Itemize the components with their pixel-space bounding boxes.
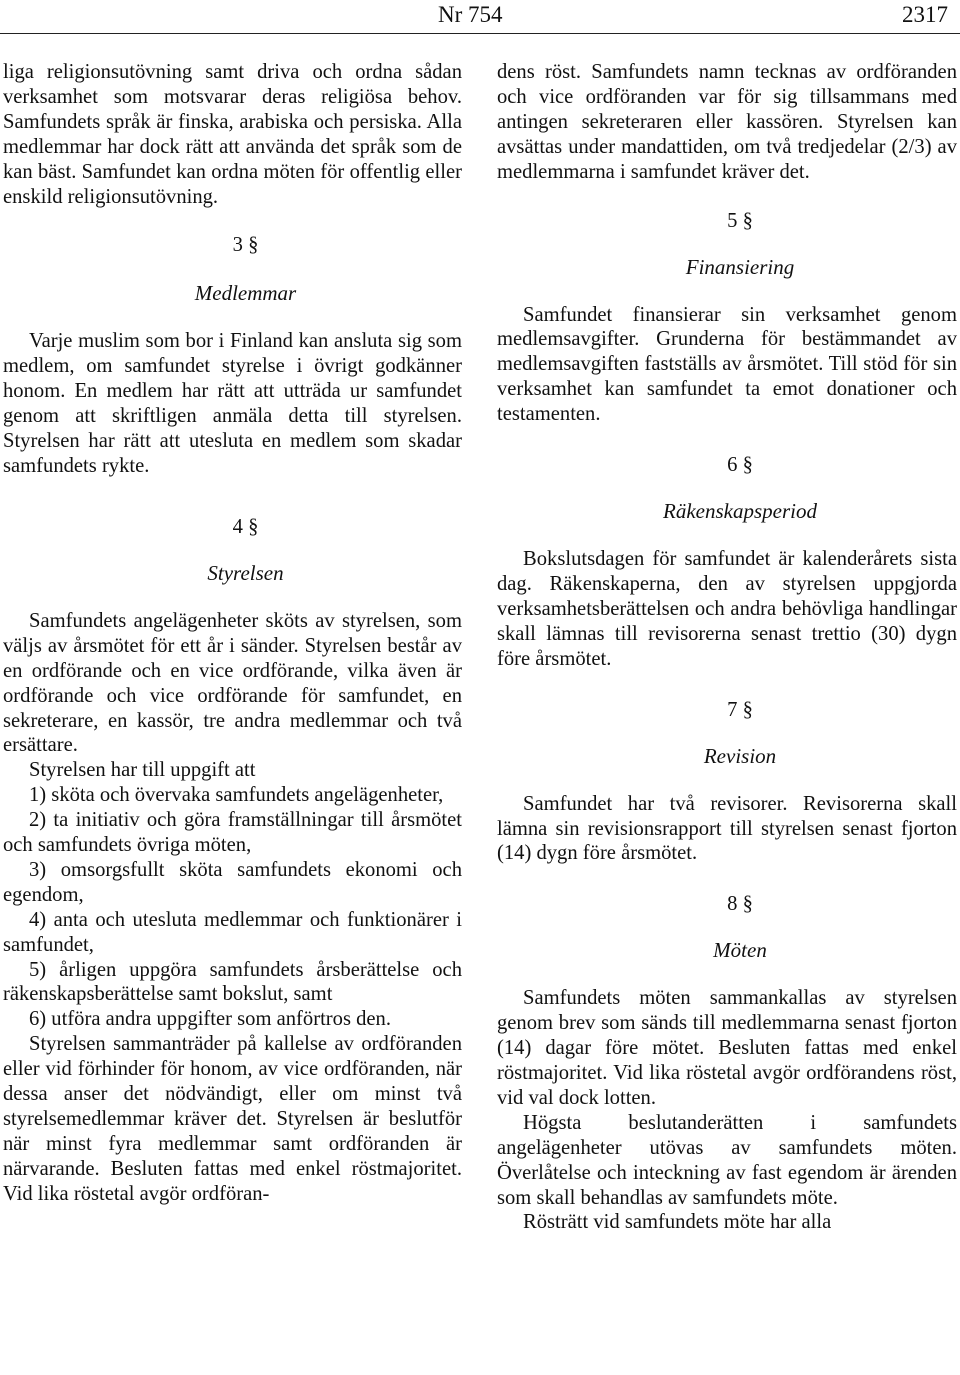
section-7-title: Revision <box>703 743 777 768</box>
paragraph-continuation: liga religionsutövning samt driva och ordna sådan verksamhet som motsvarar deras religiösa behov. Samfundets språk är finska, arabiska och persiska. Alla medlemmar har dock rätt att använda det språk som de kan bäst. Samfundet kan ordna möten för offentlig eller enskild religionsutövning. <box>3 61 462 208</box>
section-4-paragraph: Samfundets angelägenheter sköts av styrelsen, som väljs av årsmötet för ett år i sänder. Styrelsen består av en ordförande och en vice ordförande, vilka även är ordförande och vice ordförande för samfundet, en sekreterare, en kassör, tre andra medlemmar och två ersättare. <box>3 609 462 757</box>
section-4-meetings-paragraph: Styrelsen sammanträder på kallelse av ordföranden eller vid förhinder för honom, av vice ordföranden, när dessa anser det nödvändigt, eller om minst två styrelsemedlemmar kräver det. Styrelsen är beslutför när minst fyra medlemmar samt ordföranden är närvarande. Besluten fattas med enkel röstmajoritet. Vid lika röstetal avgör ordföran- <box>3 1033 462 1205</box>
section-8-number: 8 § <box>727 893 753 916</box>
section-5-title: Finansiering <box>685 254 795 279</box>
right-column <box>497 60 957 1235</box>
section-6-number: 6 § <box>727 454 753 477</box>
section-8-title: Möten <box>713 938 767 963</box>
section-3-number: 3 § <box>232 234 259 257</box>
section-7-paragraph: Samfundet har två revisorer. Revisorerna skall lämna sin revisionsrapport till styrelsen senast fjorton (14) dygn före årsmötet. <box>497 792 957 865</box>
section-8-paragraph: Rösträtt vid samfundets möte har alla <box>523 1211 832 1234</box>
section-8-paragraph: Högsta beslutanderätten i samfundets angelägenheter utövas av samfundets möten. Överlåtelse och inteckning av fast egendom är ärenden som skall behandlas av samfundets möte. <box>497 1111 957 1209</box>
section-4-number: 4 § <box>232 515 259 538</box>
section-4-task-item: 1) sköta och övervaka samfundets angelägenheter, <box>29 784 444 807</box>
section-7-number: 7 § <box>727 698 753 721</box>
section-3-title: Medlemmar <box>194 281 297 306</box>
section-4-tasks-intro: Styrelsen har till uppgift att <box>29 759 256 782</box>
section-3-paragraph: Varje muslim som bor i Finland kan ansluta sig som medlem, om samfundet styrelse i övrigt godkänner honom. En medlem har rätt att utträda ur samfundet genom att skriftligen anmäla detta till styrelsen. Styrelsen har rätt att utesluta en medlem som skadar samfundets rykte. <box>3 330 462 477</box>
page-number: 2317 <box>902 2 948 27</box>
section-4-task-item: 5) årligen uppgöra samfundets årsberättelse och räkenskapsberättelse samt bokslut, samt <box>3 958 462 1006</box>
paragraph-continuation: dens röst. Samfundets namn tecknas av ordföranden och vice ordföranden var för sig tillsammans med antingen sekreteraren eller kassören. Styrelsen kan avsättas under mandattiden, om två tredjedelar (2/3) av medlemmarna i samfundet kräver det. <box>497 61 957 183</box>
section-5-number: 5 § <box>727 209 753 232</box>
section-4-task-item: 6) utföra andra uppgifter som anförtros den. <box>29 1008 391 1031</box>
section-6-title: Räkenskapsperiod <box>663 499 817 524</box>
section-5-paragraph: Samfundet finansierar sin verksamhet genom medlemsavgifter. Grunderna för bestämmandet av medlemsavgiften fastställs av årsmötet. Till stöd för sin verksamhet kan samfundet ta emot donationer och testamenten. <box>497 303 957 426</box>
page-header <box>0 0 960 34</box>
header-rule <box>0 33 960 34</box>
section-6-paragraph: Bokslutsdagen för samfundet är kalenderårets sista dag. Räkenskaperna, den av styrelsen uppgjorda verksamhetsberättelsen och andra behövliga handlingar skall lämnas till revisorerna senast trettio (30) dygn före årsmötet. <box>497 548 957 670</box>
section-4-task-item: 3) omsorgsfullt sköta samfundets ekonomi och egendom, <box>3 858 462 906</box>
section-4-title: Styrelsen <box>207 560 284 585</box>
section-4-task-item: 4) anta och utesluta medlemmar och funktionärer i samfundet, <box>3 908 462 956</box>
document-number: Nr 754 <box>438 2 503 27</box>
left-column <box>3 60 462 1207</box>
section-8-paragraph: Samfundets möten sammankallas av styrelsen genom brev som sänds till medlemmarna senast fjorton (14) dagar före mötet. Besluten fattas med enkel röstmajoritet. Vid lika röstetal avgör ordförandens röst, vid val dock lotten. <box>497 987 957 1109</box>
section-4-task-item: 2) ta initiativ och göra framställningar till årsmötet och samfundets övriga möten, <box>3 809 462 857</box>
